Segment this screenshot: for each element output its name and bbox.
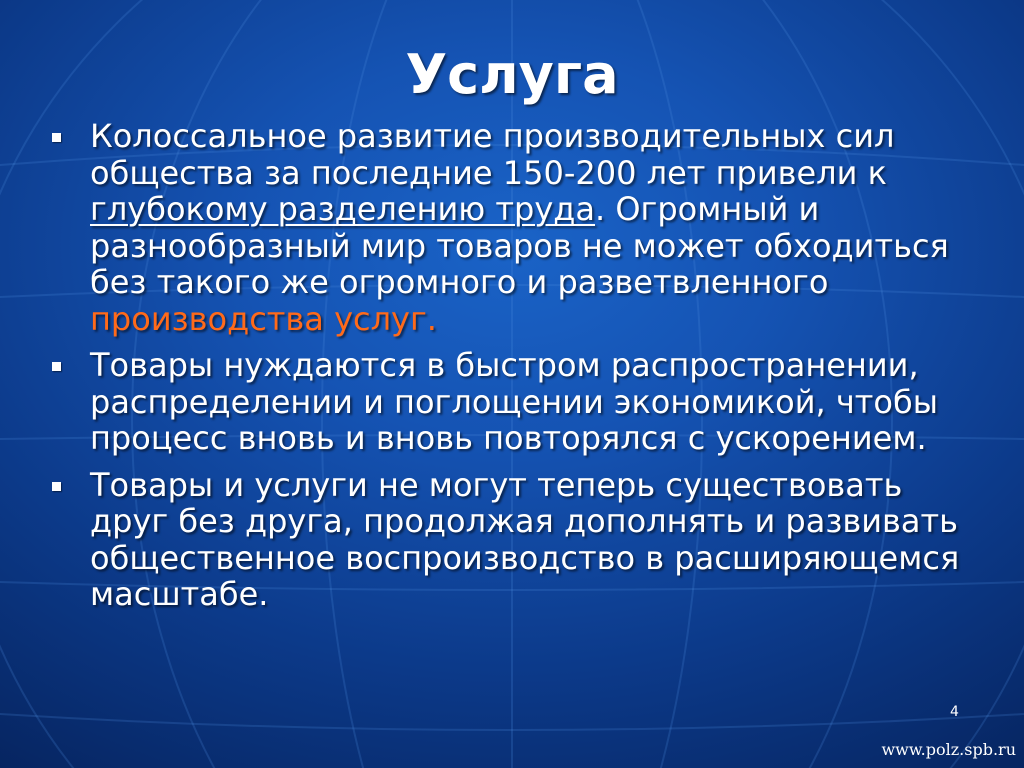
- division-of-labor-link[interactable]: глубокому разделению труда: [90, 190, 596, 228]
- site-url: www.polz.spb.ru: [881, 740, 1016, 759]
- bullet-text: Товары и услуги не могут теперь существовать друг без друга, продолжая дополнять и развивать общественное воспроизводство в расширяющемся масштабе.: [90, 465, 960, 613]
- bullet-item: [48, 347, 978, 457]
- bullet-item: [48, 467, 978, 613]
- square-bullet-icon: [52, 482, 61, 491]
- bullet-text: Товары нуждаются в быстром распространении, распределении и поглощении экономикой, чтобы процесс вновь и вновь повторялся с ускорением.: [90, 346, 938, 457]
- bullet-list: [48, 118, 978, 623]
- square-bullet-icon: [52, 362, 61, 371]
- slide-title: Услуга: [405, 43, 619, 106]
- bullet-text-continued: . Огромный и разнообразный мир товаров не может обходиться без такого же огромного и разветвленного: [90, 190, 949, 301]
- bullet-text: Колоссальное развитие производительных сил общества за последние 150-200 лет привели к: [90, 117, 895, 192]
- highlighted-phrase: производства услуг.: [90, 299, 437, 338]
- square-bullet-icon: [52, 133, 61, 142]
- bullet-item: [48, 118, 978, 337]
- page-number: 4: [950, 704, 959, 720]
